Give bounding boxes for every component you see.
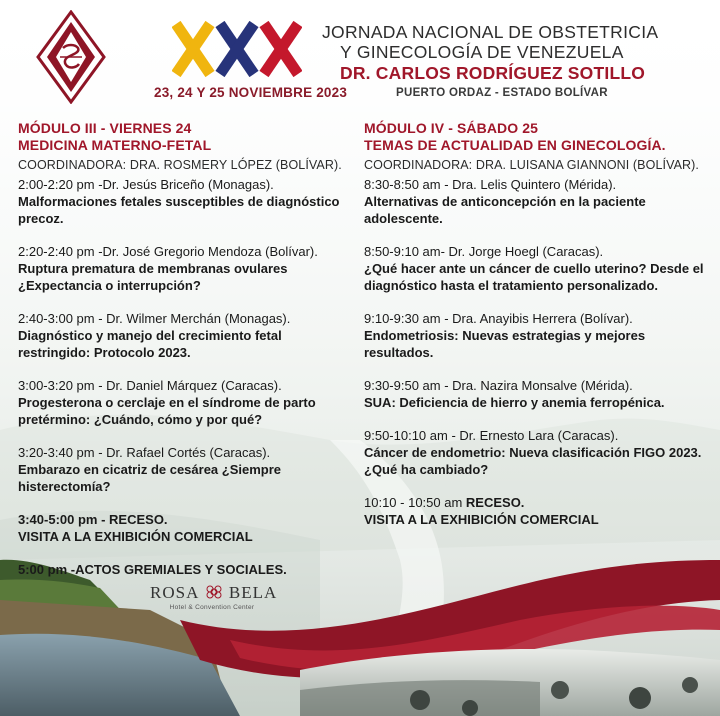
module-iii-column xyxy=(18,120,348,594)
recess-activity: VISITA A LA EXHIBICIÓN COMERCIAL xyxy=(364,512,599,527)
sponsor-tagline: Hotel & Convention Center xyxy=(169,604,255,611)
coordinator: COORDINADORA: DRA. ROSMERY LÓPEZ (BOLÍVAR). xyxy=(18,158,342,172)
recess-time xyxy=(364,494,709,511)
rose-icon xyxy=(204,583,224,601)
event-dates: 23, 24 Y 25 NOVIEMBRE 2023 xyxy=(154,85,348,100)
agenda-time-speaker: 9:10-9:30 am - Dra. Anayibis Herrera (Bolívar). xyxy=(364,311,633,326)
agenda-item xyxy=(18,444,348,495)
agenda-item xyxy=(18,176,348,227)
agenda-time-speaker: 8:30-8:50 am - Dra. Lelis Quintero (Mérida). xyxy=(364,177,617,192)
sponsor-logo xyxy=(150,583,278,611)
xxx-numeral xyxy=(172,20,302,78)
agenda-time-speaker: 2:40-3:00 pm - Dr. Wilmer Merchán (Monagas). xyxy=(18,311,291,326)
agenda-time-speaker: 3:20-3:40 pm - Dr. Rafael Cortés (Caracas). xyxy=(18,445,271,460)
recess-activity: VISITA A LA EXHIBICIÓN COMERCIAL xyxy=(18,529,253,544)
agenda-topic: Alternativas de anticoncepción en la paciente adolescente. xyxy=(364,194,646,226)
closing-event: 5:00 pm -ACTOS GREMIALES Y SOCIALES. xyxy=(18,562,287,577)
agenda-time-speaker: 2:20-2:40 pm -Dr. José Gregorio Mendoza (Bolívar). xyxy=(18,244,318,259)
agenda-item xyxy=(18,377,348,428)
agenda-item xyxy=(364,243,709,294)
honoree-name: DR. CARLOS RODRÍGUEZ SOTILLO xyxy=(340,63,646,83)
agenda-topic: SUA: Deficiencia de hierro y anemia ferropénica. xyxy=(364,395,665,410)
society-logo xyxy=(36,10,106,104)
closing-item xyxy=(18,561,348,578)
module-iv-column xyxy=(364,120,709,544)
event-title-line2: Y GINECOLOGÍA DE VENEZUELA xyxy=(340,42,624,62)
agenda-topic: Endometriosis: Nuevas estrategias y mejores resultados. xyxy=(364,328,646,360)
event-title-line1: JORNADA NACIONAL DE OBSTETRICIA xyxy=(322,22,659,42)
module-title: MÓDULO III - VIERNES 24 xyxy=(18,120,192,136)
agenda-item xyxy=(18,310,348,361)
agenda-time-speaker: 2:00-2:20 pm -Dr. Jesús Briceño (Monagas). xyxy=(18,177,274,192)
sponsor-name-left: ROSA xyxy=(150,583,199,602)
recess-item xyxy=(364,494,709,528)
agenda-topic: Progesterona o cerclaje en el síndrome de parto pretérmino: ¿Cuándo, cómo y por qué? xyxy=(18,395,316,427)
agenda-item xyxy=(364,176,709,227)
agenda-time-speaker: 3:00-3:20 pm - Dr. Daniel Márquez (Caracas). xyxy=(18,378,282,393)
module-title: MÓDULO IV - SÁBADO 25 xyxy=(364,120,539,136)
agenda-time-speaker: 8:50-9:10 am- Dr. Jorge Hoegl (Caracas). xyxy=(364,244,604,259)
agenda-time-speaker: 9:30-9:50 am - Dra. Nazira Monsalve (Mérida). xyxy=(364,378,633,393)
recess-item xyxy=(18,511,348,545)
recess-time-range: 10:10 - 10:50 am xyxy=(364,495,466,510)
agenda-topic: Embarazo en cicatriz de cesárea ¿Siempre histerectomía? xyxy=(18,462,282,494)
sponsor-name-right: BELA xyxy=(228,583,278,602)
agenda-topic: Diagnóstico y manejo del crecimiento fetal restringido: Protocolo 2023. xyxy=(18,328,282,360)
agenda-item xyxy=(364,427,709,478)
recess-time: 3:40-5:00 pm - RECESO. xyxy=(18,512,168,527)
recess-label: RECESO. xyxy=(465,495,525,510)
agenda-topic: ¿Qué hacer ante un cáncer de cuello uterino? Desde el diagnóstico hasta el tratamiento personalizado. xyxy=(364,261,704,293)
agenda-item xyxy=(364,310,709,361)
event-location: PUERTO ORDAZ - ESTADO BOLÍVAR xyxy=(396,87,608,99)
agenda-item xyxy=(18,243,348,294)
sponsor-name xyxy=(150,583,278,603)
coordinator: COORDINADORA: DRA. LUISANA GIANNONI (BOLÍVAR). xyxy=(364,158,699,172)
agenda-topic: Cáncer de endometrio: Nueva clasificación FIGO 2023. ¿Qué ha cambiado? xyxy=(364,445,702,477)
module-subtitle: TEMAS DE ACTUALIDAD EN GINECOLOGÍA. xyxy=(364,137,666,153)
module-subtitle: MEDICINA MATERNO-FETAL xyxy=(18,137,212,153)
agenda-topic: Ruptura prematura de membranas ovulares ¿Expectancia o interrupción? xyxy=(18,261,288,293)
agenda-item xyxy=(364,377,709,411)
agenda-time-speaker: 9:50-10:10 am - Dr. Ernesto Lara (Caracas). xyxy=(364,428,619,443)
agenda-topic: Malformaciones fetales susceptibles de diagnóstico precoz. xyxy=(18,194,340,226)
